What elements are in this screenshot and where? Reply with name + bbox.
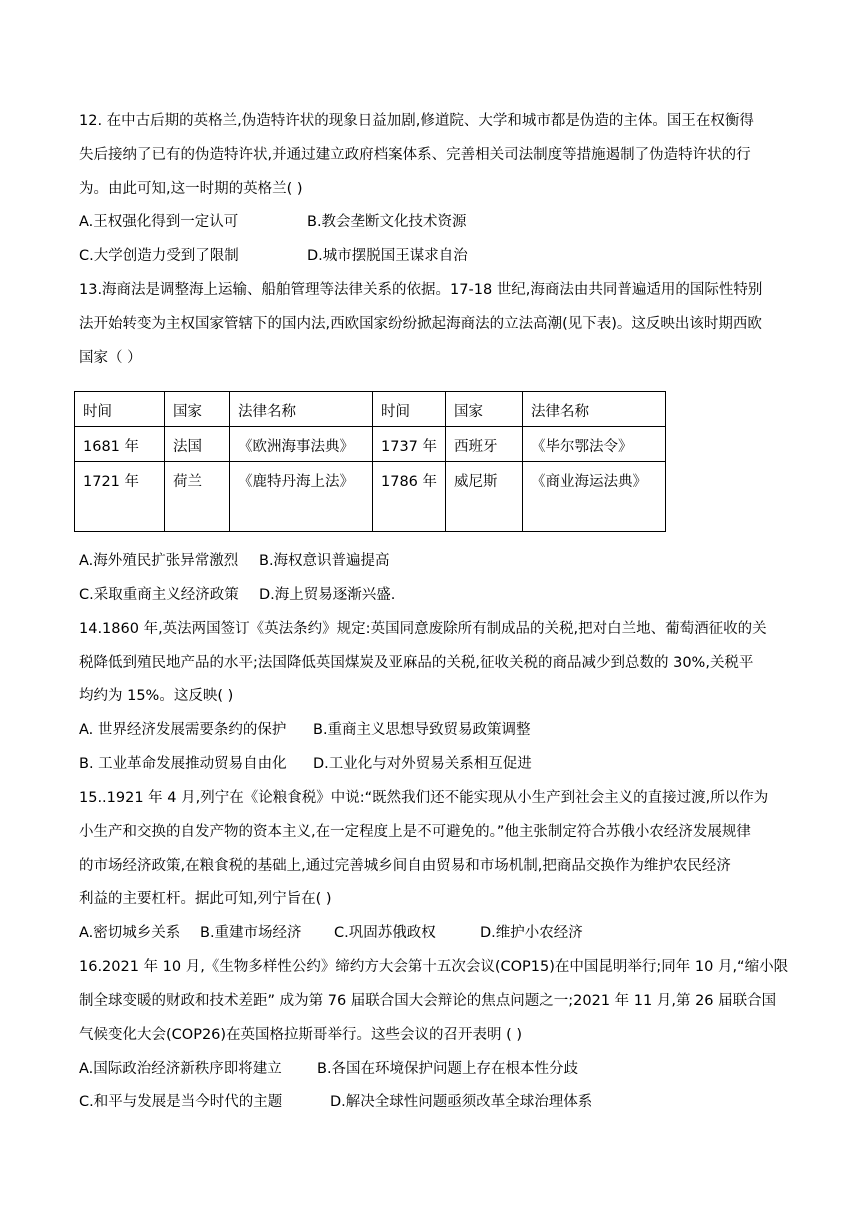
q13-stem-line3: 国家（ ） — [79, 350, 142, 366]
q15-stem-line1: 15..1921 年 4 月,列宁在《论粮食税》中说:“既然我们还不能实现从小生产到社会主义的直接过渡,所以作为 — [79, 790, 769, 806]
q12-option-b: B.教会垄断文化技术资源 — [307, 214, 467, 230]
q12-stem-line1: 12. 在中古后期的英格兰,伪造特许状的现象日益加剧,修道院、大学和城市都是伪造的主体。国王在权衡得 — [79, 113, 754, 129]
q15-option-b: B.重建市场经济 — [200, 925, 302, 941]
q13-stem-line1: 13.海商法是调整海上运输、船舶管理等法律关系的依据。17-18 世纪,海商法由共同普遍适用的国际性特别 — [79, 282, 763, 298]
q12-stem-line2: 失后接纳了已有的伪造特许状,并通过建立政府档案体系、完善相关司法制度等措施遏制了伪造特许状的行 — [79, 147, 751, 163]
q13-option-a: A.海外殖民扩张异常激烈 — [79, 553, 239, 569]
q13-option-b: B.海权意识普遍提高 — [259, 553, 390, 569]
q14-option-a: A. 世界经济发展需要条约的保护 — [79, 722, 287, 738]
q14-option-d: D.工业化与对外贸易关系相互促进 — [313, 756, 532, 772]
q14-stem-line3: 均约为 15%。这反映( ) — [79, 688, 234, 704]
table-cell: 《鹿特丹海上法》 — [230, 462, 373, 532]
table-cell: 西班牙 — [446, 427, 523, 462]
q15-option-c: C.巩固苏俄政权 — [334, 925, 436, 941]
table-cell: 1721 年 — [75, 462, 165, 532]
table-cell: 《商业海运法典》 — [523, 462, 666, 532]
q14-stem-line2: 税降低到殖民地产品的水平;法国降低英国煤炭及亚麻品的关税,征收关税的商品减少到总数的 30%,关税平 — [79, 655, 754, 671]
header-cell-time: 时间 — [373, 392, 446, 427]
q16-stem-line3: 气候变化大会(COP26)在英国格拉斯哥举行。这些会议的召开表明 ( ) — [79, 1027, 523, 1043]
q16-option-c: C.和平与发展是当今时代的主题 — [79, 1094, 283, 1110]
q16-option-d: D.解决全球性问题亟须改革全球治理体系 — [330, 1094, 593, 1110]
q14-option-c: B. 工业革命发展推动贸易自由化 — [79, 756, 287, 772]
header-cell-country: 国家 — [165, 392, 230, 427]
q16-option-b: B.各国在环境保护问题上存在根本性分歧 — [317, 1061, 579, 1077]
q15-stem-line4: 利益的主要杠杆。据此可知,列宁旨在( ) — [79, 891, 332, 907]
table-row — [75, 427, 666, 462]
q12-stem-line3: 为。由此可知,这一时期的英格兰( ) — [79, 181, 303, 197]
table-header-row — [75, 392, 666, 427]
q12-option-c: C.大学创造力受到了限制 — [79, 248, 239, 264]
table-cell: 1786 年 — [373, 462, 446, 532]
q13-option-d: D.海上贸易逐渐兴盛. — [259, 587, 396, 603]
q15-stem-line2: 小生产和交换的自发产物的资本主义,在一定程度上是不可避免的。”他主张制定符合苏俄小农经济发展规律 — [79, 824, 751, 840]
table-cell: 法国 — [165, 427, 230, 462]
header-cell-time: 时间 — [75, 392, 165, 427]
table-cell: 1681 年 — [75, 427, 165, 462]
maritime-law-table — [74, 391, 666, 532]
table-row — [75, 462, 666, 532]
q13-stem-line2: 法开始转变为主权国家管辖下的国内法,西欧国家纷纷掀起海商法的立法高潮(见下表)。这反映出该时期西欧 — [79, 316, 762, 332]
table-cell: 威尼斯 — [446, 462, 523, 532]
q16-stem-line2: 制全球变暖的财政和技术差距” 成为第 76 届联合国大会辩论的焦点问题之一;2021 年 11 月,第 26 届联合国 — [79, 993, 777, 1009]
q14-stem-line1: 14.1860 年,英法两国签订《英法条约》规定:英国同意废除所有制成品的关税,把对白兰地、葡萄酒征收的关 — [79, 621, 767, 637]
header-cell-country: 国家 — [446, 392, 523, 427]
q12-option-d: D.城市摆脱国王谋求自治 — [307, 248, 468, 264]
q16-option-a: A.国际政治经济新秩序即将建立 — [79, 1061, 282, 1077]
q15-option-d: D.维护小农经济 — [480, 925, 583, 941]
header-cell-law-name: 法律名称 — [523, 392, 666, 427]
q14-option-b: B.重商主义思想导致贸易政策调整 — [313, 722, 531, 738]
q15-stem-line3: 的市场经济政策,在粮食税的基础上,通过完善城乡间自由贸易和市场机制,把商品交换作为维护农民经济 — [79, 858, 731, 874]
q13-option-c: C.采取重商主义经济政策 — [79, 587, 239, 603]
table-cell: 《欧洲海事法典》 — [230, 427, 373, 462]
q15-option-a: A.密切城乡关系 — [79, 925, 181, 941]
table-cell: 荷兰 — [165, 462, 230, 532]
header-cell-law-name: 法律名称 — [230, 392, 373, 427]
q12-option-a: A.王权强化得到一定认可 — [79, 214, 239, 230]
q16-stem-line1: 16.2021 年 10 月,《生物多样性公约》缔约方大会第十五次会议(COP15)在中国昆明举行;同年 10 月,“缩小限 — [79, 959, 789, 975]
table-cell: 《毕尔鄂法令》 — [523, 427, 666, 462]
table-cell: 1737 年 — [373, 427, 446, 462]
